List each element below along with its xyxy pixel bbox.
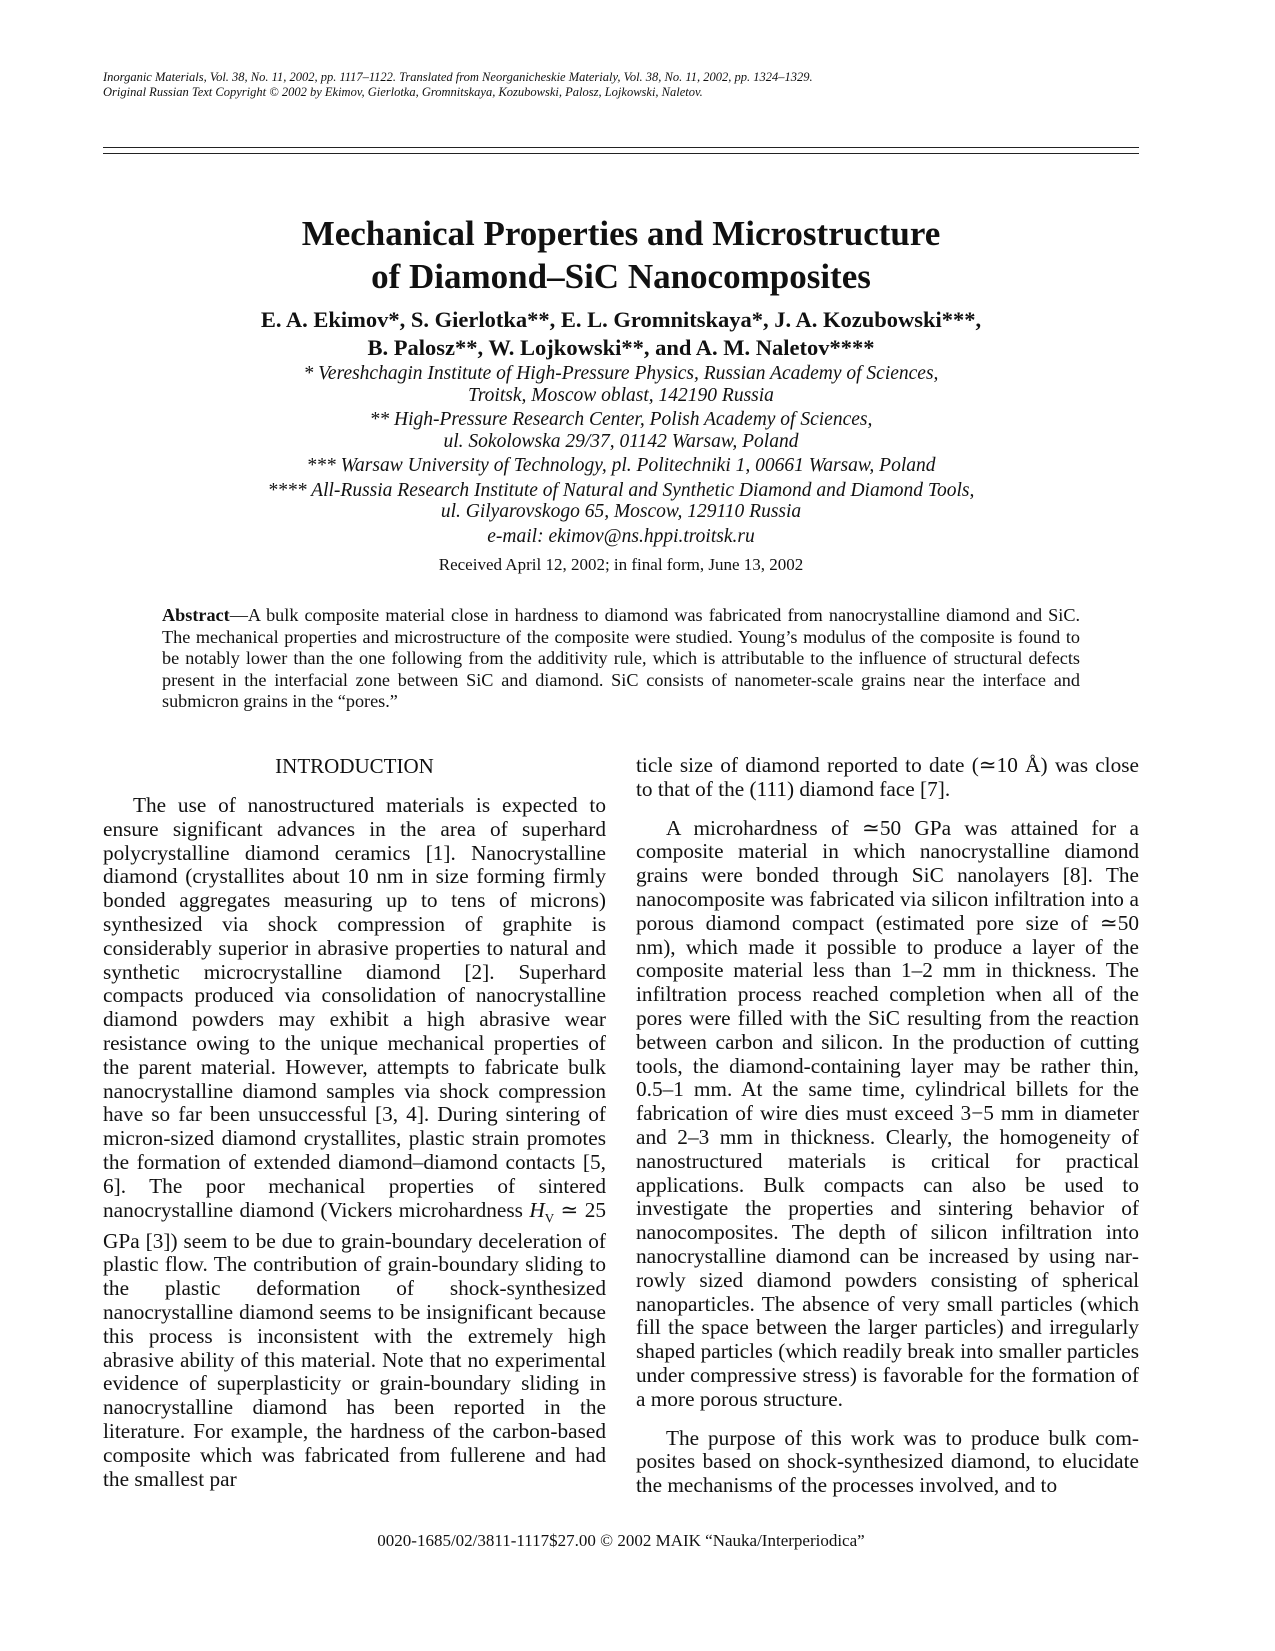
journal-citation [103, 70, 1163, 100]
intro-paragraph-2: A microhardness of ≃50 GPa was attained for a composite material in which nanocrystalline diamond grains were bonded through SiC nanolayers [8]. The nanocomposite was fabricated via silicon infiltration into a porous diamond compact (estimated pore size of ≃50 nm), which made it possible to produce a layer of the composite material less than 1–2 mm in thickness. The infiltration process reached completion when all of the pores were filled with the SiC resulting from the reaction between carbon and silicon. In the production of cutting tools, the diamond-containing layer may be rather thin, 0.5–1 mm. At the same time, cylindrical billets for the fabrication of wire dies must exceed 3−5 mm in diameter and 2–3 mm in thickness. Clearly, the homogeneity of nanostructured materials is critical for practical applications. Bulk compacts can also be used to investigate the properties and sintering behavior of nanocomposites. The depth of silicon infiltration into nanocrystalline diamond can be increased by using narrowly sized diamond powders consisting of spherical nanoparticles. The absence of very small particles (which fill the space between the larger particles) and irregularly shaped particles (which readily break into smaller particles under compressive stress) is favorable for the formation of a more porous structure. [636, 815, 1139, 1411]
title-line-2: of Diamond–SiC Nanocomposites [371, 257, 871, 296]
contact-email: e-mail: ekimov@ns.hppi.troitsk.ru [487, 525, 755, 547]
received-dates: Received April 12, 2002; in final form, June 13, 2002 [438, 555, 804, 574]
hv-subscript: V [544, 1209, 555, 1225]
citation-line-2: Original Russian Text Copyright © 2002 by Ekimov, Gierlotka, Gromnitskaya, Kozubowski, Palosz, Lojkowski, Naletov. [103, 85, 703, 99]
affiliation-2 [0, 409, 1242, 452]
title-line-1: Mechanical Properties and Microstructure [301, 214, 941, 253]
affiliations [0, 363, 1242, 548]
intro-p1-text-b: ≃ 25 GPa [3]) seem to be due to grain-boundary deceleration of plastic flow. The contribution of grain-boundary sliding to the plastic deformation of shock-synthesized nanocrystalline diamond seems to be insignificant because this process is inconsistent with the extremely high abrasive ability of this material. Note that no experimental evidence of superplasticity or grain-boundary sliding in nanocrystalline diamond has been reported in the literature. For example, the hardness of the carbon-based composite which was fabricated from fullerene and had the smallest par [103, 1197, 606, 1491]
affiliation-1-line-1: * Vereshchagin Institute of High-Pressure Physics, Russian Academy of Sciences, [303, 363, 939, 384]
intro-paragraph-1-continued: ticle size of diamond reported to date (≃10 Å) was close to that of the (111) diamond face [7]. [636, 753, 1139, 801]
paper-title [0, 212, 1242, 298]
affiliation-4-line-1: **** All-Russia Research Institute of Natural and Synthetic Diamond and Diamond Tools, [267, 479, 975, 501]
intro-p1-text-a: The use of nanostructured materials is expected to ensure significant advances in the area of superhard polycrystalline diamond ceramics [1]. Nanocrystalline diamond (crystallites about 10 nm in size forming firmly bonded aggregates measuring up to tens of microns) synthesized via shock compression of graphite is considerably superior in abrasive properties to natural and synthetic microcrystalline diamond [2]. Superhard compacts produced via consolidation of nanocrystalline diamond powders may exhibit a high abrasive wear resistance owing to the unique mechanical properties of the parent material. However, attempts to fabricate bulk nanocrystalline diamond samples via shock compression have so far been unsuccessful [3, 4]. During sintering of micron-sized diamond crystallites, plastic strain promotes the formation of extended diamond–diamond contacts [5, 6]. The poor mechanical properties of sintered nanocrystalline diamond (Vickers microhardness [103, 793, 606, 1222]
affiliation-1 [0, 363, 1242, 406]
header-rule-top [103, 147, 1139, 148]
section-heading-introduction: INTRODUCTION [275, 754, 434, 778]
affiliation-4-line-2: ul. Gilyarovskogo 65, Moscow, 129110 Russia [440, 501, 802, 522]
authors-line-2: B. Palosz**, W. Lojkowski**, and A. M. Naletov**** [367, 335, 875, 360]
affiliation-4 [0, 480, 1242, 523]
affiliation-2-line-1: ** High-Pressure Research Center, Polish Academy of Sciences, [369, 409, 873, 430]
abstract [162, 605, 1080, 713]
abstract-label: Abstract [162, 605, 230, 625]
intro-paragraph-3: The purpose of this work was to produce bulk composites based on shock-synthesized diamond, to elucidate the mechanisms of the processes involved, and to [636, 1425, 1139, 1498]
affiliation-3 [0, 455, 1242, 477]
header-rule-bottom [103, 153, 1139, 154]
left-column [103, 754, 606, 1491]
author-list [0, 306, 1242, 362]
intro-paragraph-1 [103, 794, 606, 1491]
hv-symbol: H [529, 1197, 545, 1222]
copyright-footer: 0020-1685/02/3811-1117$27.00 © 2002 MAIK “Nauka/Interperiodica” [377, 1531, 865, 1550]
affiliation-2-line-2: ul. Sokolowska 29/37, 01142 Warsaw, Poland [443, 430, 799, 452]
abstract-text: —A bulk composite material close in hardness to diamond was fabricated from nanocrystalline diamond and SiC. The mechanical properties and microstructure of the composite were studied. Young’s modulus of the composite is found to be notably lower than the one following from the additivity rule, which is attributable to the influence of structural defects present in the interfacial zone between SiC and diamond. SiC consists of nanometer-scale grains near the interface and submicron grains in the “pores.” [162, 605, 1080, 711]
affiliation-1-line-2: Troitsk, Moscow oblast, 142190 Russia [468, 384, 774, 406]
citation-line-1: Inorganic Materials, Vol. 38, No. 11, 2002, pp. 1117–1122. Translated from Neorganicheskie Materialy, Vol. 38, No. 11, 2002, pp. 1324–1329. [103, 70, 813, 84]
authors-line-1: E. A. Ekimov*, S. Gierlotka**, E. L. Gromnitskaya*, J. A. Kozubowski***, [260, 307, 982, 332]
affiliation-3-line-1: *** Warsaw University of Technology, pl. Politechniki 1, 00661 Warsaw, Poland [306, 455, 936, 476]
right-column [636, 754, 1139, 1498]
